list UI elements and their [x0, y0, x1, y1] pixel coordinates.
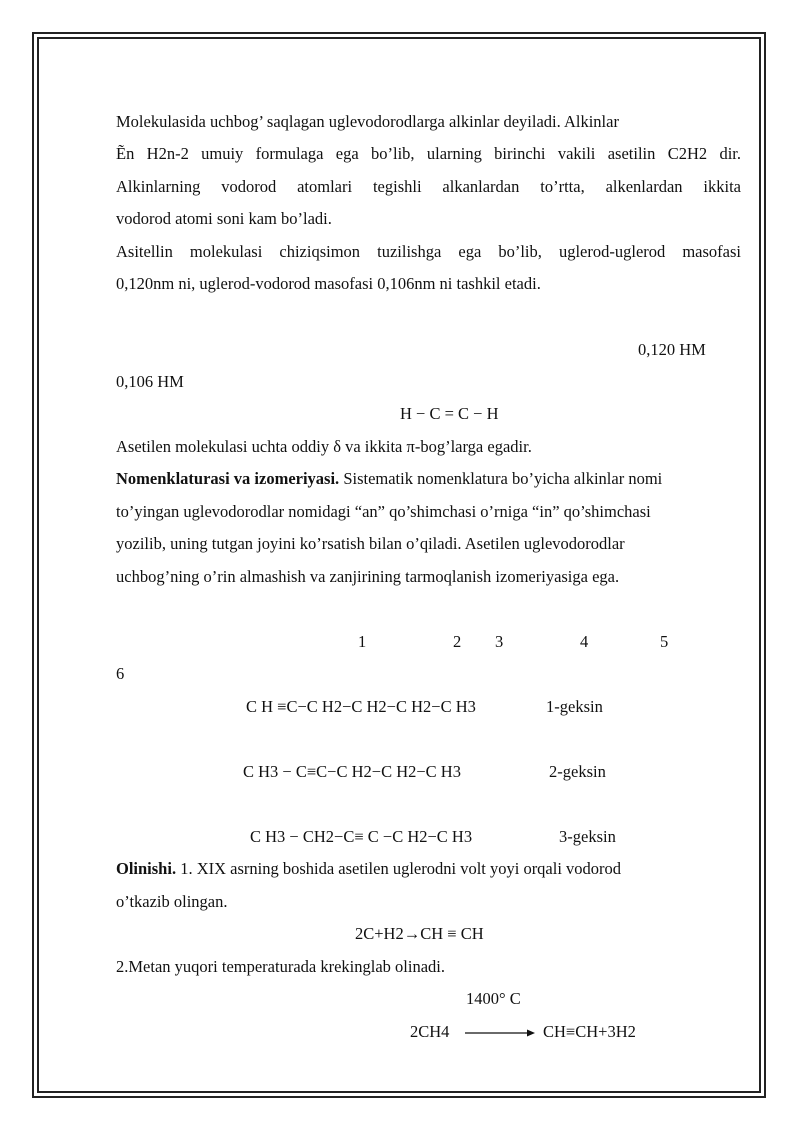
reaction-arrow-icon [465, 1028, 535, 1038]
preparation-line-2: o’tkazib olingan. [116, 892, 228, 911]
preparation-line-3: 2.Metan yuqori temperaturada krekinglab olinadi. [116, 957, 445, 976]
reaction-2-products: CH≡CH+3H2 [543, 1022, 636, 1041]
paragraph-1-line-4: vodorod atomi soni kam bo’ladi. [116, 209, 332, 228]
nomenclature-line-4: uchbog’ning o’rin almashish va zanjirining tarmoqlanish izomeriyasiga ega. [116, 567, 620, 586]
paragraph-1-line-3: Alkinlarning vodorod atomlari tegishli alkanlardan to’rtta, alkenlardan ikkita [116, 177, 741, 196]
preparation-text-1: 1. XIX asrning boshida asetilen uglerodni volt yoyi orqali vodorod [176, 859, 622, 878]
isomer-formula-1: C H ≡C−C H2−C H2−C H2−C H3 [246, 697, 476, 716]
bond-description: Asetilen molekulasi uchta oddiy δ va ikkita π-bog’larga egadir. [116, 437, 532, 456]
isomer-formula-3: C H3 − CH2−C≡ C −C H2−C H3 [250, 827, 473, 846]
isomer-name-2: 2-geksin [549, 762, 606, 781]
paragraph-1-line-1: Molekulasida uchbog’ saqlagan uglevodorodlarga alkinlar deyiladi. Alkinlar [116, 112, 619, 131]
paragraph-2-line-1: Asitellin molekulasi chiziqsimon tuzilishga ega bo’lib, uglerod-uglerod masofasi [116, 242, 741, 261]
carbon-number-3: 3 [495, 632, 504, 651]
paragraph-1-line-2: Ẽn H2n-2 umuiy formulaga ega bo’lib, ularning birinchi vakili asetilin C2H2 dir. [116, 144, 741, 163]
paragraph-2-line-2: 0,120nm ni, uglerod-vodorod masofasi 0,106nm ni tashkil etadi. [116, 274, 541, 293]
acetylene-formula: H − C = C − H [400, 404, 499, 423]
nomenclature-line-3: yozilib, uning tutgan joyini ko’rsatish bilan o’qiladi. Asetilen uglevodorodlar [116, 534, 625, 553]
carbon-number-5: 5 [660, 632, 669, 651]
preparation-line-1 [116, 859, 621, 879]
isomer-name-1: 1-geksin [546, 697, 603, 716]
carbon-number-2: 2 [453, 632, 462, 651]
nomenclature-text-1: Sistematik nomenklatura bo’yicha alkinlar nomi [339, 469, 663, 488]
reaction-condition: 1400° C [466, 989, 521, 1008]
reaction-2-reactant: 2CH4 [410, 1022, 450, 1041]
nomenclature-heading: Nomenklaturasi va izomeriyasi. [116, 469, 340, 488]
carbon-number-4: 4 [580, 632, 589, 651]
isomer-formula-2: C H3 − C≡C−C H2−C H2−C H3 [243, 762, 461, 781]
preparation-heading: Olinishi. [116, 859, 177, 878]
nomenclature-line-2: to’yingan uglevodorodlar nomidagi “an” qo’shimchasi o’rniga “in” qo’shimchasi [116, 502, 651, 521]
isomer-name-3: 3-geksin [559, 827, 616, 846]
distance-label-cc: 0,120 HM [638, 340, 706, 359]
nomenclature-line-1 [116, 469, 662, 489]
reaction-equation-1: 2C+H2→CH ≡ CH [355, 924, 484, 943]
distance-label-ch: 0,106 HM [116, 372, 184, 391]
carbon-number-6: 6 [116, 664, 125, 683]
carbon-number-1: 1 [358, 632, 367, 651]
